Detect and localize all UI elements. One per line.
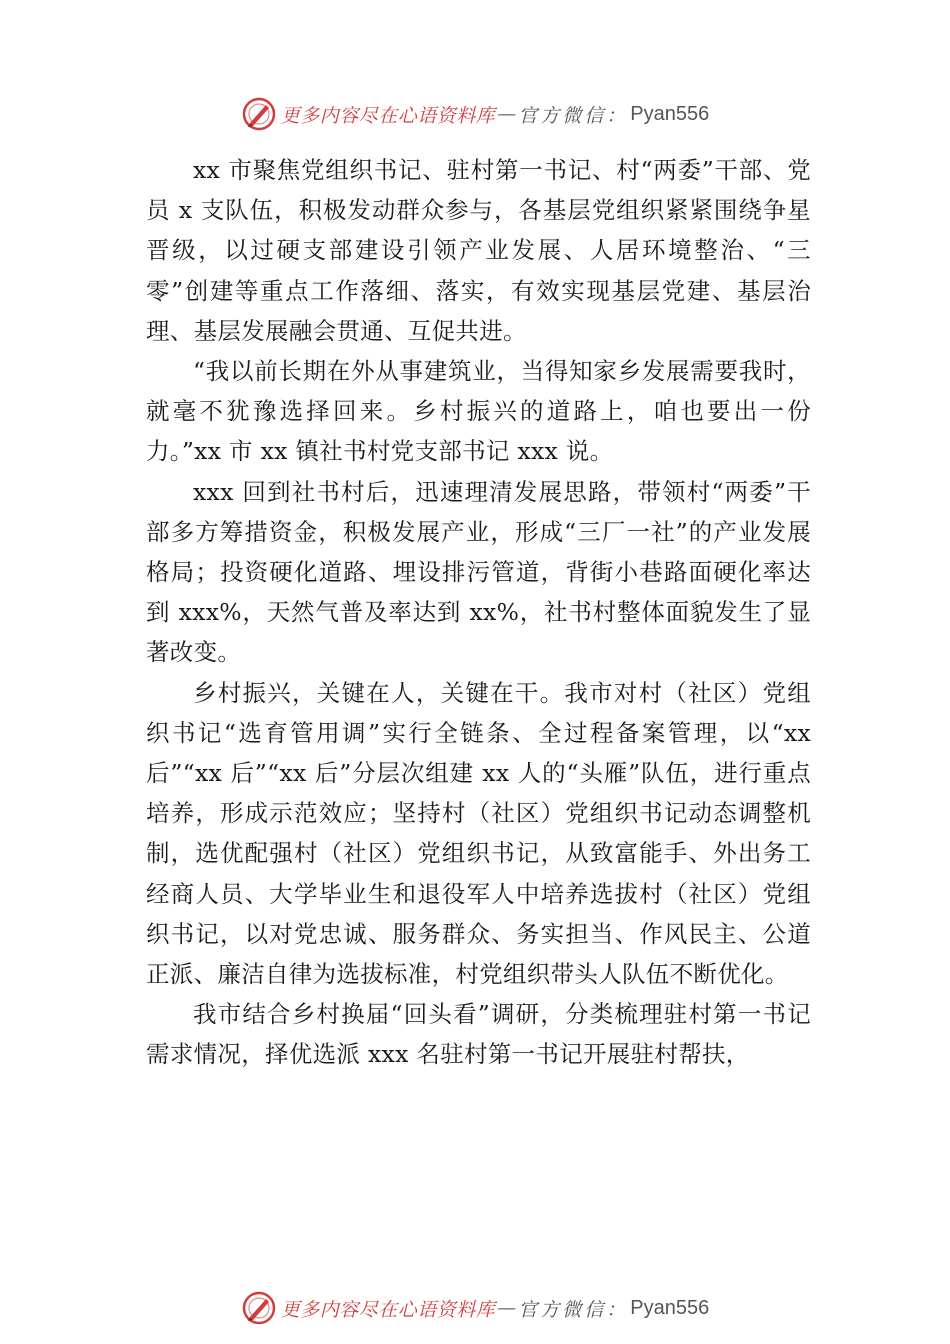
banner-wechat-label: 官方微信： [518, 1298, 629, 1321]
banner-slogan: 更多内容尽在心语资料库 [280, 104, 496, 127]
paragraph-4: 乡村振兴，关键在人，关键在干。我市对村（社区）党组织书记“选育管用调”实行全链条、全过程备案管理，以“xx 后”“xx 后”“xx 后”分层次组建 xx 人的“头雁”队伍，进行重点培养，形成示范效应；坚持村（社区）党组织书记动态调整机制，选优配强村（社区）党组织书记，从致富能手、外出务工经商人员、大学毕业生和退役军人中培养选拔村（社区）党组织书记，以对党忠诚、服务群众、务实担当、作风民主、公道正派、廉洁自律为选拔标准，村党组织带头人队伍不断优化。 [146, 678, 811, 989]
paragraph-1: xx 市聚焦党组织书记、驻村第一书记、村“两委”干部、党员 x 支队伍，积极发动群众参与，各基层党组织紧紧围绕争星晋级，以过硬支部建设引领产业发展、人居环境整治、“三零”创建等重点工作落细、落实，有效实现基层党建、基层治理、基层发展融会贯通、互促共进。 [146, 156, 811, 345]
banner-slogan: 更多内容尽在心语资料库 [280, 1298, 496, 1321]
banner-wechat-id: Pyan556 [630, 102, 710, 125]
paragraph-5: 我市结合乡村换届“回头看”调研，分类梳理驻村第一书记需求情况，择优选派 xxx 名驻村第一书记开展驻村帮扶， [146, 1000, 811, 1069]
banner-dash: — [497, 1297, 517, 1319]
paragraph-3: xxx 回到社书村后，迅速理清发展思路，带领村“两委”干部多方筹措资金，积极发展产业，形成“三厂一社”的产业发展格局；投资硬化道路、埋设排污管道，背街小巷路面硬化率达到 xxx%，天然气普及率达到 xx%，社书村整体面貌发生了显著改变。 [146, 477, 812, 667]
pen-seal-logo-icon [241, 96, 277, 132]
document-body [146, 150, 811, 1075]
paragraph-2: “我以前长期在外从事建筑业，当得知家乡发展需要我时，就毫不犹豫选择回来。乡村振兴的道路上，咱也要出一份力。”xx 市 xx 镇社书村党支部书记 xxx 说。 [146, 357, 811, 466]
header-banner [0, 94, 950, 134]
pen-seal-logo-icon [241, 1290, 277, 1326]
banner-wechat-label: 官方微信： [518, 104, 629, 127]
banner-wechat-id: Pyan556 [630, 1296, 710, 1319]
banner-dash: — [497, 103, 517, 125]
footer-banner [0, 1288, 950, 1328]
